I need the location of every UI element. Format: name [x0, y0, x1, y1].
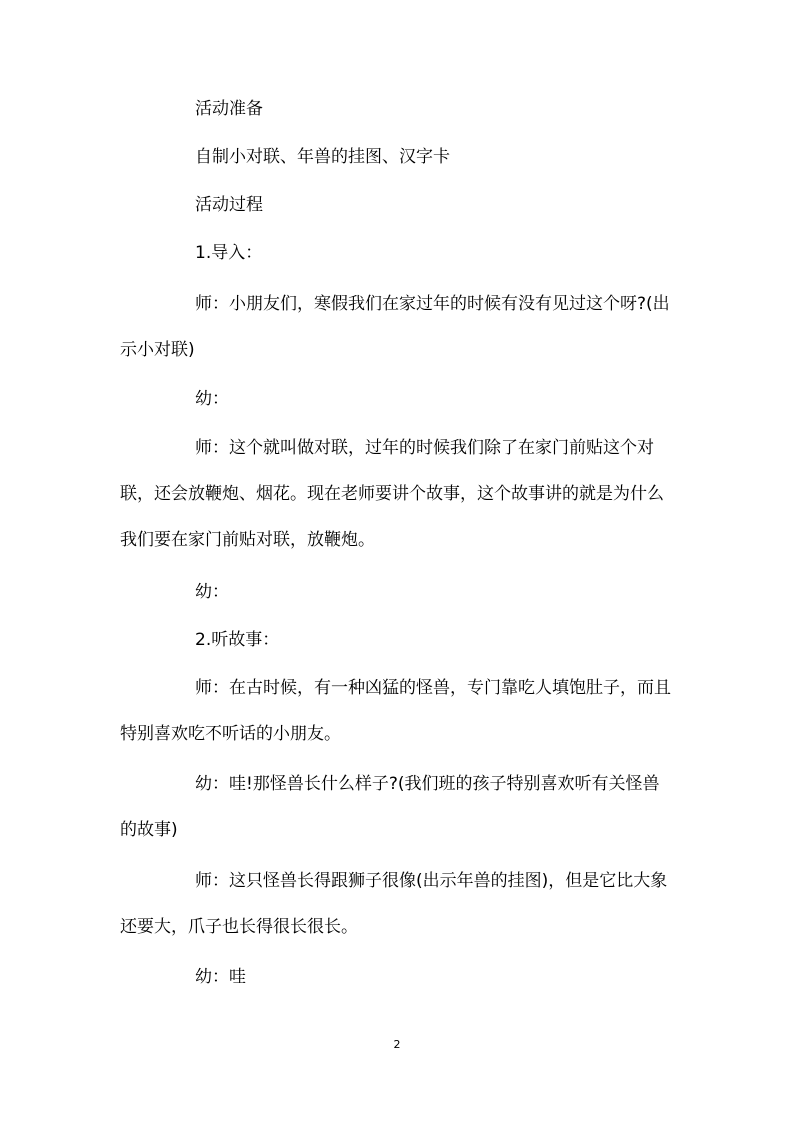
paragraph-teacher-description: 师：这只怪兽长得跟狮子很像(出示年兽的挂图)，但是它比大象还要大，爪子也长得很长很长。	[120, 871, 668, 937]
paragraph-child-reply-3: 幼：哇	[195, 967, 246, 987]
paragraph-teacher-question: 师：小朋友们，寒假我们在家过年的时候有没有见过这个呀?(出示小对联)	[120, 294, 670, 360]
paragraph-teacher-monster: 师：在古时候，有一种凶猛的怪兽，专门靠吃人填饱肚子，而且特别喜欢吃不听话的小朋友。	[120, 678, 671, 744]
page-number: 2	[393, 1038, 401, 1051]
heading-listen-story: 2.听故事：	[195, 630, 280, 650]
paragraph-child-reply-1: 幼：	[195, 389, 229, 409]
paragraph-child-question: 幼：哇!那怪兽长什么样子?(我们班的孩子特别喜欢听有关怪兽的故事)	[120, 774, 660, 840]
paragraph-teacher-couplet: 师：这个就叫做对联，过年的时候我们除了在家门前贴这个对联，还会放鞭炮、烟花。现在老师要讲个故事，这个故事讲的就是为什么我们要在家门前贴对联，放鞭炮。	[120, 438, 664, 550]
paragraph-child-reply-2: 幼：	[195, 582, 229, 602]
heading-activity-preparation: 活动准备	[195, 99, 263, 119]
paragraph-materials: 自制小对联、年兽的挂图、汉字卡	[195, 147, 450, 167]
heading-activity-process: 活动过程	[195, 195, 263, 215]
heading-introduction: 1.导入：	[195, 243, 263, 263]
